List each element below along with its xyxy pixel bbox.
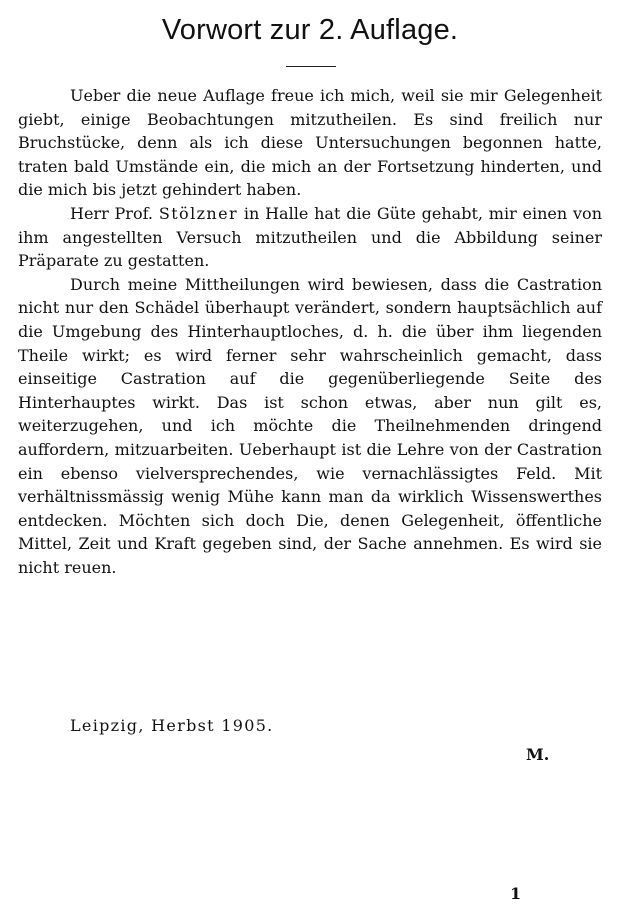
paragraph-3: Durch meine Mittheilungen wird bewiesen, dass die Castration nicht nur den Schädel überhaupt verändert, sondern hauptsächlich auf die Umgebung des Hinterhauptloches, d. h. die über ihm liegenden Theile wirkt; es wird ferner sehr wahrscheinlich gemacht, dass einseitige Castration auf die gegenüberliegende Seite des Hinterhauptes wirkt. Das ist schon etwas, aber nun gilt es, weiterzugehen, und ich möchte die Theilnehmenden dringend auffordern, mitzuarbeiten. Ueberhaupt ist die Lehre von der Castration ein ebenso vielversprechendes, wie vernachlässigtes Feld. Mit verhältnissmässig wenig Mühe kann man da wirklich Wissenswerthes entdecken. Möchten sich doch Die, denen Gelegenheit, öffentliche Mittel, Zeit und Kraft gegeben sind, der Sache annehmen. Es wird sie nicht reuen. <box>18 274 602 577</box>
paragraph-2-rest: in Halle hat die Güte gehabt, mir einen von ihm angestellten Versuch mitzutheilen und die Abbildung seiner Präparate zu gestatten. <box>18 203 602 271</box>
paragraph-2 <box>18 202 602 273</box>
preface-body <box>18 84 602 579</box>
paragraph-2-lead: Herr Prof. <box>70 203 159 223</box>
paragraph-1: Ueber die neue Auflage freue ich mich, weil sie mir Gelegenheit giebt, einige Beobachtungen mitzutheilen. Es sind freilich nur Bruchstücke, denn als ich diese Untersuchungen begonnen hatte, traten bald Umstände ein, die mich an der Fortsetzung hinderten, und die mich bis jetzt gehindert haben. <box>18 86 602 200</box>
page-title: Vorwort zur 2. Auflage. <box>161 14 459 46</box>
title-divider <box>286 66 336 67</box>
author-signature: M. <box>526 745 550 764</box>
page-number: 1 <box>510 884 522 903</box>
place-date: Leipzig, Herbst 1905. <box>70 716 274 735</box>
person-name: Stölzner <box>158 203 239 223</box>
